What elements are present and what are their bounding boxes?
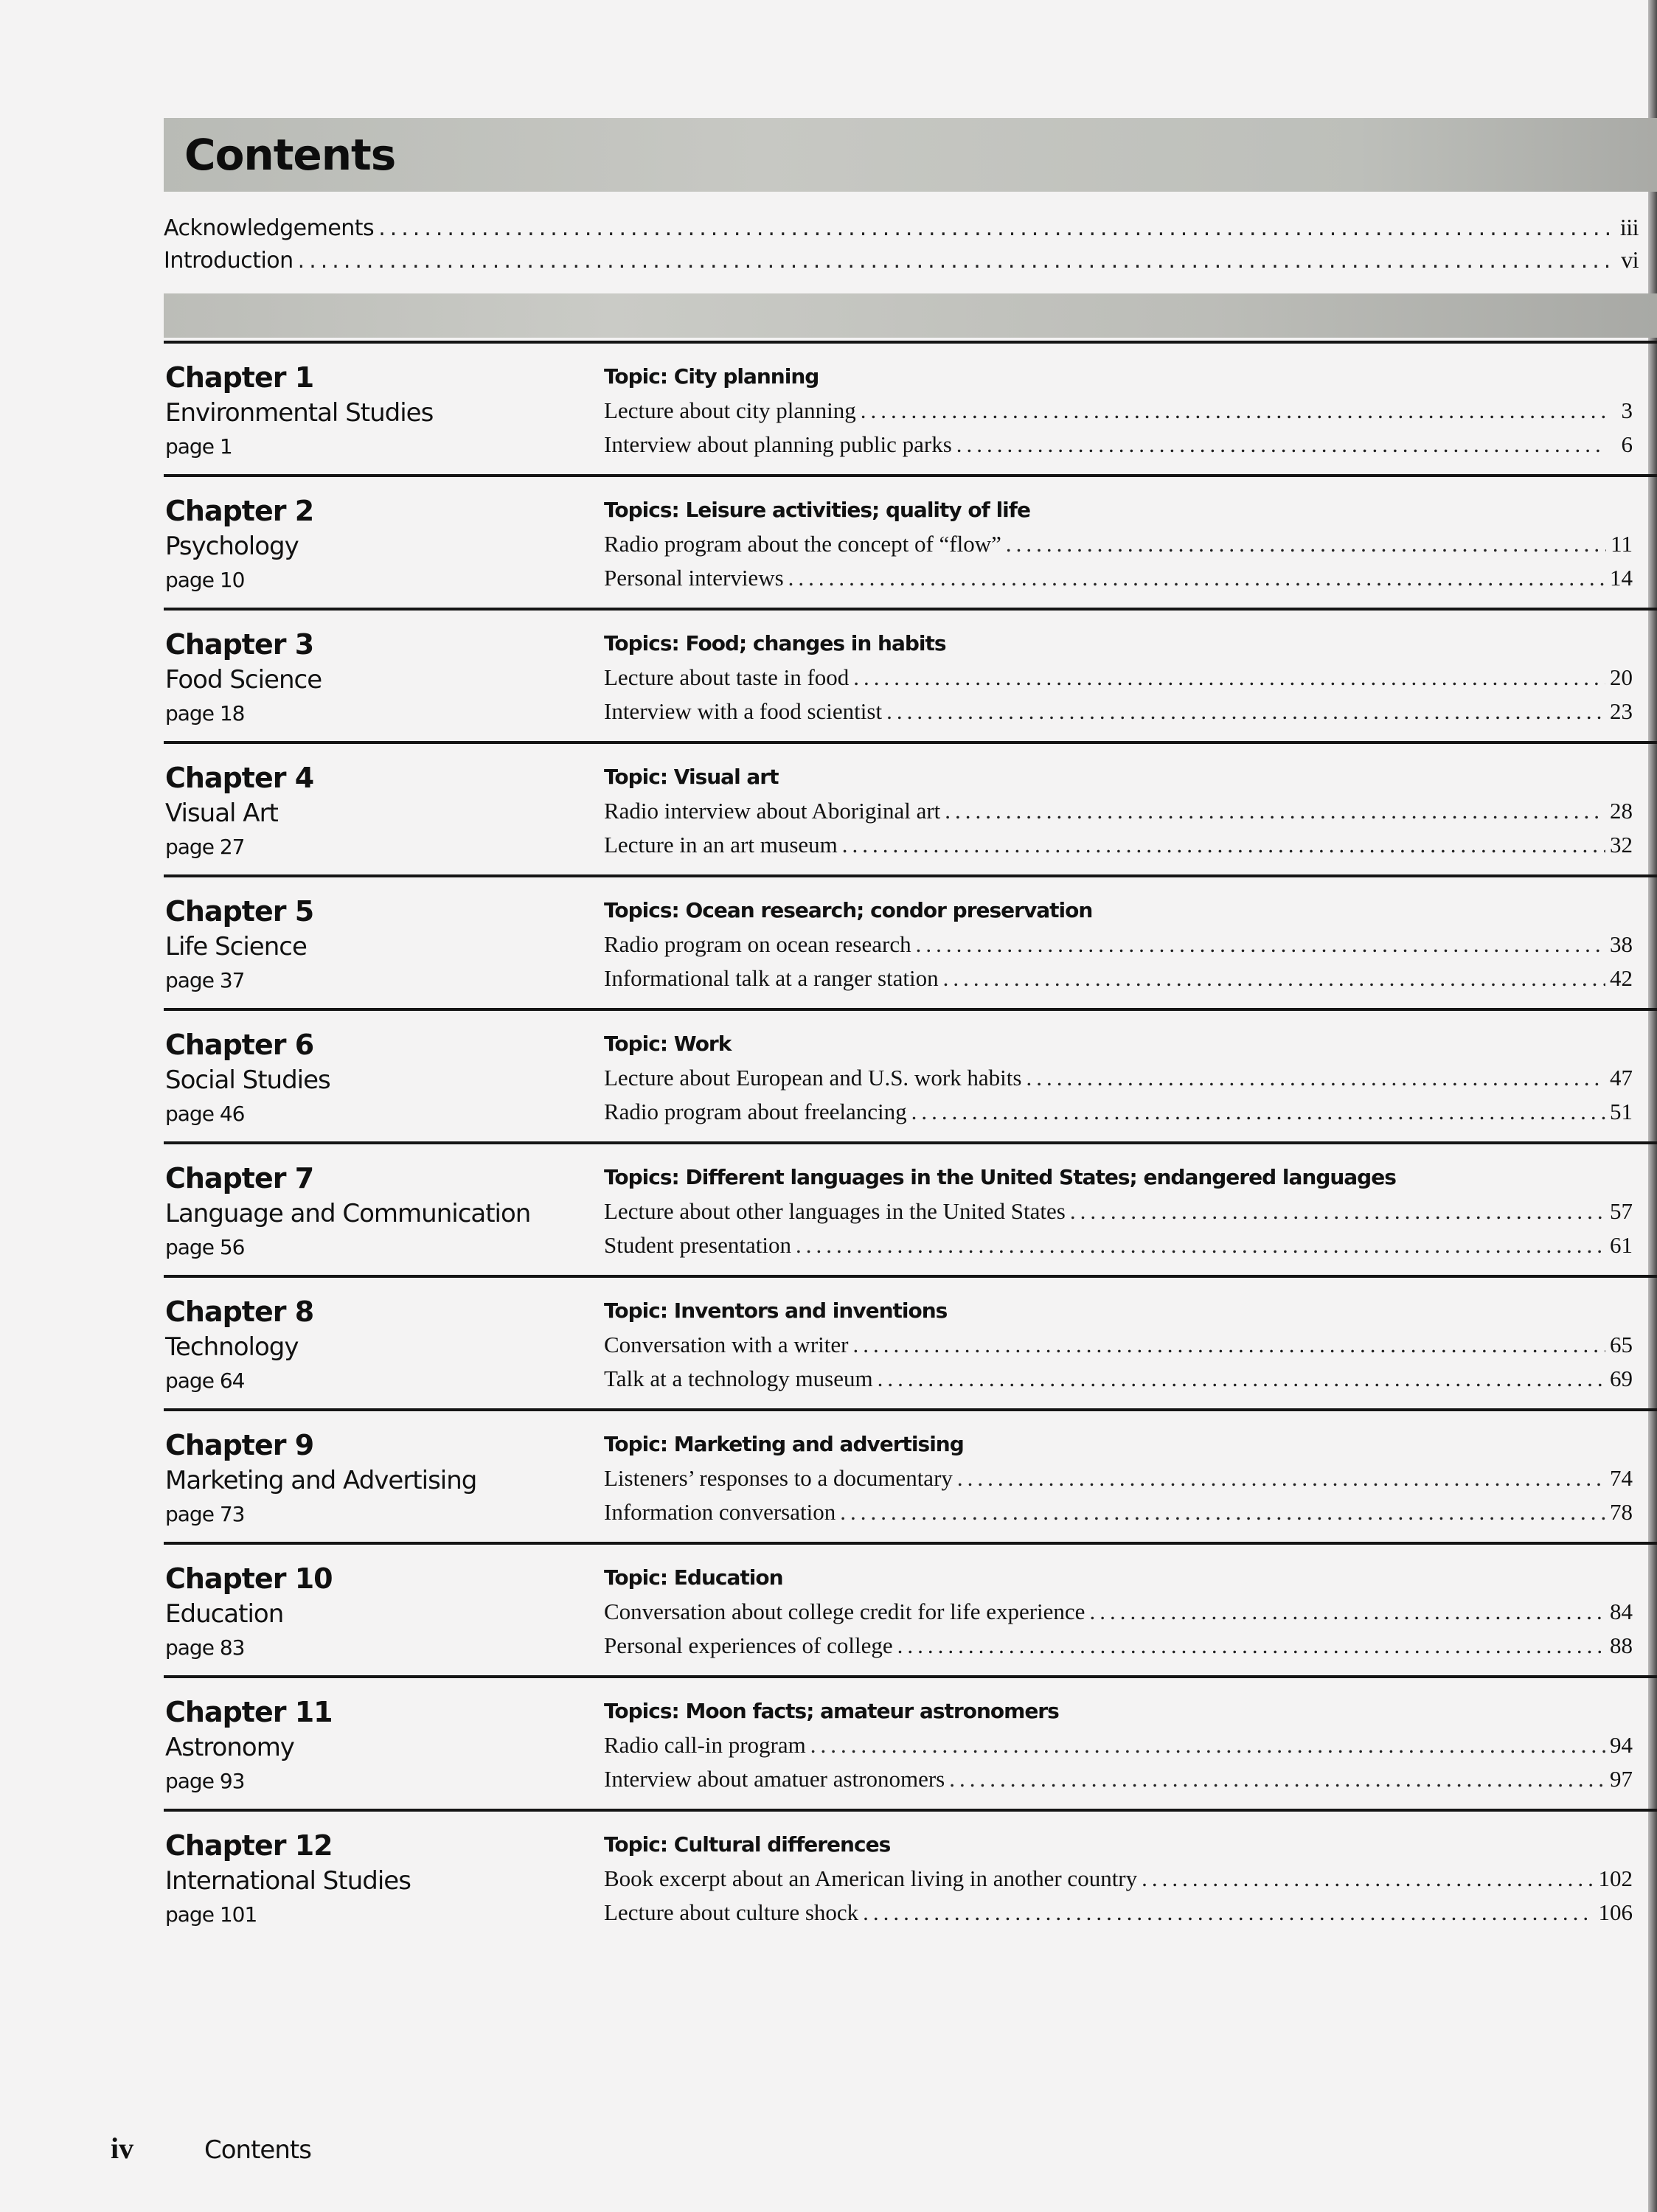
entry-label: Personal experiences of college xyxy=(604,1632,893,1658)
entry-label: Lecture in an art museum xyxy=(604,832,838,858)
dot-leader xyxy=(852,1328,1605,1362)
entry-label: Interview about planning public parks xyxy=(604,431,952,457)
chapter-topic: Topic: Education xyxy=(604,1565,783,1590)
entry-page: 57 xyxy=(1610,1198,1633,1224)
toc-entry[interactable] xyxy=(604,428,1633,462)
chapter-subject: Marketing and Advertising xyxy=(165,1466,477,1495)
toc-entry[interactable] xyxy=(604,1328,1633,1362)
chapter-block xyxy=(164,1809,1657,1942)
dot-leader xyxy=(853,661,1605,695)
entry-label: Introduction xyxy=(164,248,293,274)
toc-entry[interactable] xyxy=(604,1194,1633,1228)
chapter-number[interactable]: Chapter 9 xyxy=(165,1429,314,1461)
chapter-number[interactable]: Chapter 1 xyxy=(165,361,314,394)
chapter-info xyxy=(165,627,593,730)
entry-label: Radio program on ocean research xyxy=(604,931,911,957)
chapter-sections xyxy=(604,1427,1633,1529)
section-divider-band xyxy=(164,293,1657,338)
chapter-block xyxy=(164,1408,1657,1542)
entry-label: Lecture about taste in food xyxy=(604,664,850,690)
chapter-subject: Food Science xyxy=(165,665,322,695)
chapter-info xyxy=(165,1561,593,1664)
chapter-topic: Topic: City planning xyxy=(604,364,819,389)
chapter-info xyxy=(165,360,593,463)
chapter-sections xyxy=(604,894,1633,995)
entry-page: 51 xyxy=(1610,1099,1633,1124)
chapter-topic: Topic: Marketing and advertising xyxy=(604,1432,964,1456)
entry-label: Conversation with a writer xyxy=(604,1332,849,1357)
entry-label: Radio interview about Aboriginal art xyxy=(604,798,941,824)
entry-page: 84 xyxy=(1610,1599,1633,1624)
entry-page: 28 xyxy=(1610,798,1633,824)
chapter-sections xyxy=(604,1694,1633,1796)
entry-label: Listeners’ responses to a documentary xyxy=(604,1465,953,1491)
chapter-start-page: page 37 xyxy=(165,968,245,992)
toc-entry[interactable] xyxy=(604,1061,1633,1095)
entry-page: 74 xyxy=(1610,1465,1633,1491)
chapter-block xyxy=(164,1141,1657,1275)
dot-leader xyxy=(1026,1061,1605,1095)
entry-page: 106 xyxy=(1598,1899,1633,1925)
footer-page-number: iv xyxy=(111,2132,134,2165)
dot-leader xyxy=(788,561,1605,595)
chapter-start-page: page 56 xyxy=(165,1235,245,1259)
chapter-topic: Topics: Moon facts; amateur astronomers xyxy=(604,1699,1059,1723)
entry-page: 32 xyxy=(1610,832,1633,858)
toc-entry[interactable] xyxy=(604,928,1633,961)
toc-entry-acknowledgements[interactable] xyxy=(164,214,1639,246)
dot-leader xyxy=(945,794,1605,828)
entry-page: 94 xyxy=(1610,1732,1633,1758)
chapter-start-page: page 93 xyxy=(165,1769,245,1793)
toc-entry[interactable] xyxy=(604,794,1633,828)
chapter-subject: Astronomy xyxy=(165,1733,294,1762)
entry-page: 14 xyxy=(1610,565,1633,591)
chapter-subject: Visual Art xyxy=(165,799,278,828)
entry-label: Lecture about other languages in the United States xyxy=(604,1198,1066,1224)
chapter-list xyxy=(164,341,1657,1942)
toc-entry[interactable] xyxy=(604,695,1633,728)
entry-page: 47 xyxy=(1610,1065,1633,1091)
toc-entry[interactable] xyxy=(604,1728,1633,1762)
chapter-topic: Topic: Visual art xyxy=(604,765,779,789)
toc-entry[interactable] xyxy=(604,661,1633,695)
entry-label: Informational talk at a ranger station xyxy=(604,965,939,991)
front-matter-list xyxy=(164,214,1639,279)
chapter-number[interactable]: Chapter 8 xyxy=(165,1295,314,1328)
entry-page: 102 xyxy=(1598,1865,1633,1891)
chapter-block xyxy=(164,608,1657,741)
dot-leader xyxy=(956,428,1606,462)
chapter-start-page: page 64 xyxy=(165,1368,245,1393)
entry-label: Radio program about freelancing xyxy=(604,1099,907,1124)
toc-entry[interactable] xyxy=(604,1362,1633,1396)
chapter-topic: Topics: Different languages in the United States; endangered languages xyxy=(604,1165,1396,1189)
dot-leader xyxy=(886,695,1605,728)
chapter-topic: Topic: Cultural differences xyxy=(604,1832,891,1857)
chapter-topic: Topics: Food; changes in habits xyxy=(604,631,946,655)
chapter-start-page: page 27 xyxy=(165,835,245,859)
chapter-subject: Language and Communication xyxy=(165,1199,531,1228)
toc-entry[interactable] xyxy=(604,561,1633,595)
toc-entry[interactable] xyxy=(604,1495,1633,1529)
dot-leader xyxy=(378,215,1616,241)
toc-entry[interactable] xyxy=(604,1896,1633,1930)
entry-page: 97 xyxy=(1610,1766,1633,1792)
chapter-start-page: page 18 xyxy=(165,701,245,726)
entry-label: Lecture about culture shock xyxy=(604,1899,859,1925)
dot-leader xyxy=(298,248,1616,274)
chapter-sections xyxy=(604,627,1633,728)
dot-leader xyxy=(796,1228,1605,1262)
chapter-info xyxy=(165,1161,593,1264)
chapter-number[interactable]: Chapter 5 xyxy=(165,895,314,928)
dot-leader xyxy=(1142,1862,1594,1896)
toc-entry[interactable] xyxy=(604,828,1633,862)
entry-page: 69 xyxy=(1610,1366,1633,1391)
footer-label: Contents xyxy=(204,2135,311,2165)
dot-leader xyxy=(916,928,1605,961)
chapter-subject: International Studies xyxy=(165,1866,411,1896)
chapter-block xyxy=(164,341,1657,474)
dot-leader xyxy=(840,1495,1605,1529)
entry-label: Information conversation xyxy=(604,1499,836,1525)
toc-entry[interactable] xyxy=(604,1862,1633,1896)
entry-label: Talk at a technology museum xyxy=(604,1366,873,1391)
entry-page: 61 xyxy=(1610,1232,1633,1258)
chapter-subject: Environmental Studies xyxy=(165,398,434,428)
entry-label: Lecture about city planning xyxy=(604,397,856,423)
entry-page: iii xyxy=(1619,214,1639,240)
chapter-block xyxy=(164,741,1657,874)
chapter-number[interactable]: Chapter 11 xyxy=(165,1696,333,1728)
chapter-subject: Life Science xyxy=(165,932,307,961)
toc-entry[interactable] xyxy=(604,1228,1633,1262)
chapter-info xyxy=(165,493,593,597)
chapter-subject: Technology xyxy=(165,1332,299,1362)
dot-leader xyxy=(810,1728,1605,1762)
chapter-block xyxy=(164,474,1657,608)
entry-page: 65 xyxy=(1610,1332,1633,1357)
chapter-number[interactable]: Chapter 4 xyxy=(165,762,314,794)
chapter-number[interactable]: Chapter 10 xyxy=(165,1562,333,1595)
chapter-sections xyxy=(604,760,1633,862)
toc-entry-introduction[interactable] xyxy=(164,246,1639,279)
chapter-sections xyxy=(604,1828,1633,1930)
chapter-number[interactable]: Chapter 7 xyxy=(165,1162,314,1194)
chapter-info xyxy=(165,1294,593,1397)
chapter-sections xyxy=(604,1161,1633,1262)
toc-entry[interactable] xyxy=(604,1629,1633,1663)
toc-entry[interactable] xyxy=(604,1095,1633,1129)
entry-page: 23 xyxy=(1610,698,1633,724)
entry-label: Lecture about European and U.S. work habits xyxy=(604,1065,1022,1091)
chapter-number[interactable]: Chapter 12 xyxy=(165,1829,333,1862)
chapter-info xyxy=(165,760,593,863)
toc-entry[interactable] xyxy=(604,961,1633,995)
chapter-subject: Psychology xyxy=(165,532,299,561)
chapter-start-page: page 73 xyxy=(165,1502,245,1526)
entry-page: 88 xyxy=(1610,1632,1633,1658)
entry-label: Conversation about college credit for life experience xyxy=(604,1599,1085,1624)
chapter-topic: Topic: Work xyxy=(604,1032,732,1056)
dot-leader xyxy=(949,1762,1605,1796)
entry-label: Radio program about the concept of “flow” xyxy=(604,531,1001,557)
toc-entry[interactable] xyxy=(604,1461,1633,1495)
page-footer xyxy=(111,2131,311,2166)
entry-page: 6 xyxy=(1621,431,1633,457)
entry-label: Radio call-in program xyxy=(604,1732,806,1758)
chapter-sections xyxy=(604,1561,1633,1663)
contents-header-band xyxy=(164,118,1657,192)
dot-leader xyxy=(897,1629,1605,1663)
toc-entry[interactable] xyxy=(604,394,1633,428)
entry-label: Interview about amatuer astronomers xyxy=(604,1766,945,1792)
chapter-topic: Topic: Inventors and inventions xyxy=(604,1298,948,1323)
entry-label: Interview with a food scientist xyxy=(604,698,883,724)
chapter-start-page: page 1 xyxy=(165,434,232,459)
entry-page: 11 xyxy=(1611,531,1633,557)
toc-entry[interactable] xyxy=(604,1762,1633,1796)
chapter-block xyxy=(164,874,1657,1008)
chapter-sections xyxy=(604,1294,1633,1396)
dot-leader xyxy=(1070,1194,1605,1228)
chapter-block xyxy=(164,1275,1657,1408)
dot-leader xyxy=(863,1896,1594,1930)
chapter-info xyxy=(165,1828,593,1931)
dot-leader xyxy=(911,1095,1605,1129)
entry-label: Book excerpt about an American living in another country xyxy=(604,1865,1138,1891)
dot-leader xyxy=(878,1362,1605,1396)
chapter-number[interactable]: Chapter 6 xyxy=(165,1029,314,1061)
chapter-sections xyxy=(604,1027,1633,1129)
dot-leader xyxy=(943,961,1605,995)
chapter-start-page: page 10 xyxy=(165,568,245,592)
entry-label: Student presentation xyxy=(604,1232,791,1258)
entry-page: vi xyxy=(1621,246,1639,273)
entry-page: 42 xyxy=(1610,965,1633,991)
chapter-block xyxy=(164,1542,1657,1675)
dot-leader xyxy=(1089,1595,1605,1629)
chapter-block xyxy=(164,1008,1657,1141)
entry-label: Personal interviews xyxy=(604,565,784,591)
entry-page: 3 xyxy=(1621,397,1633,423)
chapter-subject: Education xyxy=(165,1599,284,1629)
chapter-info xyxy=(165,1027,593,1130)
toc-entry[interactable] xyxy=(604,1595,1633,1629)
dot-leader xyxy=(861,394,1606,428)
chapter-start-page: page 46 xyxy=(165,1102,245,1126)
chapter-info xyxy=(165,894,593,997)
toc-entry[interactable] xyxy=(604,527,1633,561)
chapter-topic: Topics: Ocean research; condor preservation xyxy=(604,898,1093,922)
chapter-info xyxy=(165,1427,593,1531)
chapter-subject: Social Studies xyxy=(165,1065,330,1095)
dot-leader xyxy=(1006,527,1606,561)
entry-page: 78 xyxy=(1610,1499,1633,1525)
chapter-topic: Topics: Leisure activities; quality of life xyxy=(604,498,1030,522)
chapter-block xyxy=(164,1675,1657,1809)
chapter-sections xyxy=(604,493,1633,595)
chapter-info xyxy=(165,1694,593,1798)
dot-leader xyxy=(957,1461,1605,1495)
chapter-number[interactable]: Chapter 2 xyxy=(165,495,314,527)
page-title: Contents xyxy=(184,130,396,180)
dot-leader xyxy=(842,828,1605,862)
chapter-start-page: page 101 xyxy=(165,1902,257,1927)
chapter-start-page: page 83 xyxy=(165,1635,245,1660)
entry-page: 20 xyxy=(1610,664,1633,690)
entry-label: Acknowledgements xyxy=(164,215,375,241)
chapter-sections xyxy=(604,360,1633,462)
entry-page: 38 xyxy=(1610,931,1633,957)
chapter-number[interactable]: Chapter 3 xyxy=(165,628,314,661)
